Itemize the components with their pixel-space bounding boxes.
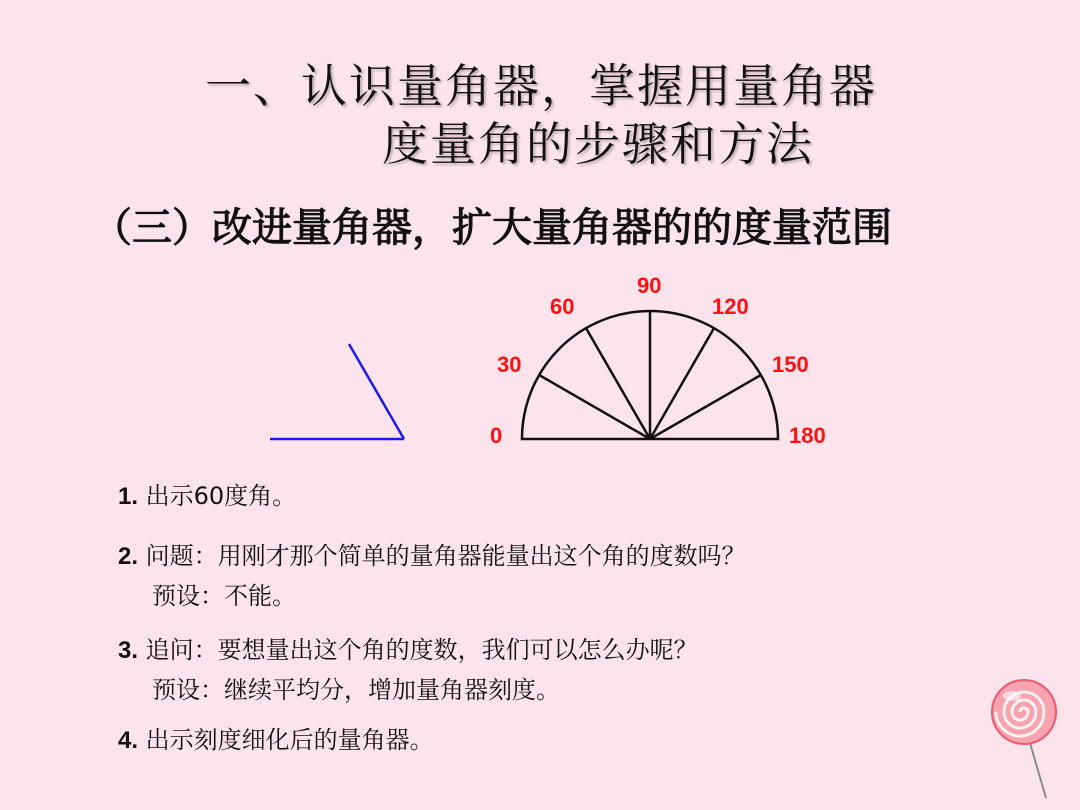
protractor-ray-60 xyxy=(586,328,650,439)
step-2 xyxy=(118,536,746,571)
label-90: 90 xyxy=(637,273,662,298)
step-text: 问题：用刚才那个简单的量角器能量出这个角的度数吗？ xyxy=(138,542,746,570)
step-3-expected: 预设：继续平均分，增加量角器刻度。 xyxy=(152,676,560,704)
sixty-degree-angle xyxy=(270,344,404,439)
step-2-expected: 预设：不能。 xyxy=(152,582,296,610)
lollipop-icon xyxy=(990,676,1070,802)
step-4 xyxy=(118,720,434,755)
slide-subtitle: （三）改进量角器，扩大量角器的的度量范围 xyxy=(92,205,892,251)
step-1 xyxy=(118,476,296,511)
protractor-ray-150 xyxy=(650,375,761,439)
label-30: 30 xyxy=(497,352,522,377)
protractor-ray-120 xyxy=(650,328,714,439)
protractor-ray-30 xyxy=(539,375,650,439)
slide-title-line1: 一、认识量角器，掌握用量角器 xyxy=(205,59,877,113)
step-3 xyxy=(118,630,698,665)
step-text: 出示60度角。 xyxy=(138,482,297,510)
step-number: 2. xyxy=(118,543,139,570)
label-0: 0 xyxy=(490,423,503,448)
step-number: 4. xyxy=(118,727,139,754)
label-180: 180 xyxy=(789,423,826,448)
step-number: 1. xyxy=(118,483,139,510)
label-120: 120 xyxy=(712,294,749,319)
protractor-labels xyxy=(490,273,826,448)
slide-title-line2: 度量角的步骤和方法 xyxy=(382,117,814,171)
label-60: 60 xyxy=(550,294,575,319)
step-text: 追问：要想量出这个角的度数，我们可以怎么办呢？ xyxy=(138,636,698,664)
step-text: 出示刻度细化后的量角器。 xyxy=(138,726,434,754)
angle-ray-slanted xyxy=(349,344,404,439)
step-number: 3. xyxy=(118,637,139,664)
label-150: 150 xyxy=(772,352,809,377)
protractor-diagram xyxy=(522,311,778,439)
